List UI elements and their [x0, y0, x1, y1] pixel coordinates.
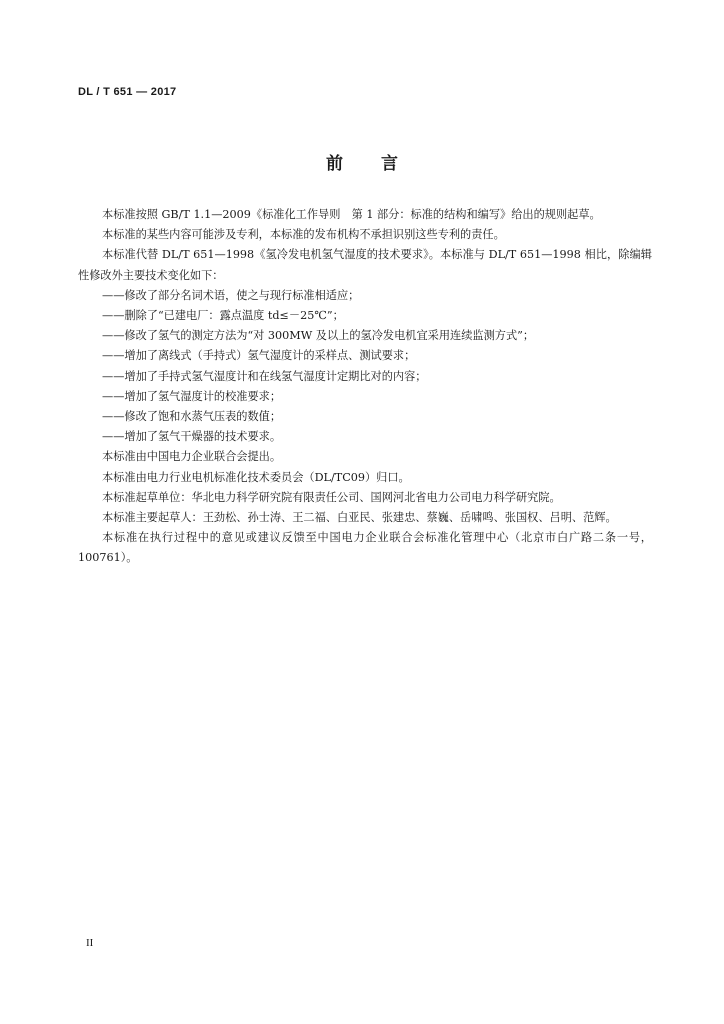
change-item-deleted-dewpoint: ——删除了“已建电厂：露点温度 td≤－25℃”；: [102, 309, 344, 323]
paragraph-patent-notice: 本标准的某些内容可能涉及专利，本标准的发布机构不承担识别这些专利的责任。: [102, 228, 505, 242]
change-item-measurement-method: ——修改了氢气的测定方法为“对 300MW 及以上的氢冷发电机宜采用连续监测方式”；: [102, 329, 535, 343]
change-item-terms: ——修改了部分名词术语，使之与现行标准相适应；: [102, 288, 360, 302]
paragraph-drafters: 本标准主要起草人：王劲松、孙士涛、王二福、白亚民、张建忠、蔡巍、岳啸鸣、张国权、吕明、范辉。: [102, 511, 617, 525]
change-item-calibration: ——增加了氢气湿度计的校准要求；: [102, 389, 282, 403]
change-item-vapor-pressure-table: ——修改了饱和水蒸气压表的数值；: [102, 410, 282, 424]
change-item-dryer: ——增加了氢气干燥器的技术要求。: [102, 430, 282, 444]
change-item-comparison: ——增加了手持式氢气湿度计和在线氢气湿度计定期比对的内容；: [102, 369, 427, 383]
paragraph-drafting-rules: 本标准按照 GB/T 1.1—2009《标准化工作导则 第 1 部分：标准的结构和编写》给出的规则起草。: [102, 208, 601, 221]
change-item-offline-sampling: ——增加了离线式（手持式）氢气湿度计的采样点、测试要求；: [102, 349, 416, 363]
paragraph-replacement: 本标准代替 DL/T 651—1998《氢冷发电机氢气湿度的技术要求》。本标准与 DL/T 651—1998 相比，除编辑性修改外主要技术变化如下：: [78, 248, 652, 282]
page-number: II: [86, 937, 94, 949]
foreword-body: [78, 205, 652, 569]
paragraph-technical-committee: 本标准由电力行业电机标准化技术委员会（DL/TC09）归口。: [102, 470, 410, 484]
paragraph-drafting-units: 本标准起草单位：华北电力科学研究院有限责任公司、国网河北省电力公司电力科学研究院。: [102, 490, 561, 504]
page-title: 前言: [326, 154, 436, 174]
paragraph-proposed-by: 本标准由中国电力企业联合会提出。: [102, 450, 282, 464]
standard-code-header: DL / T 651 — 2017: [78, 86, 177, 98]
paragraph-feedback-address: 本标准在执行过程中的意见或建议反馈至中国电力企业联合会标准化管理中心（北京市白广路二条一号，100761）。: [78, 531, 652, 565]
